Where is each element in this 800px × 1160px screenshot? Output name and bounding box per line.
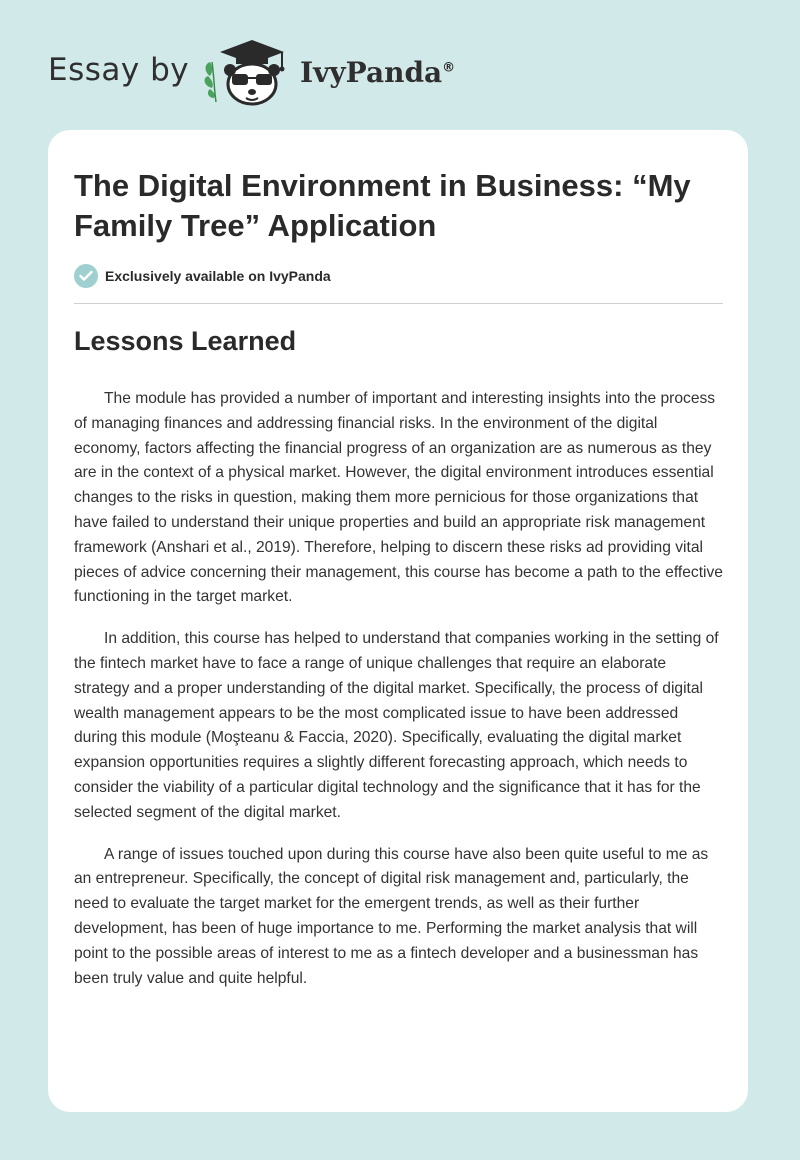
panda-graduate-icon — [200, 36, 296, 108]
page-title: The Digital Environment in Business: “My Family Tree” Application — [74, 168, 691, 243]
ivy-leaf-icon — [205, 62, 216, 102]
essay-card — [48, 130, 748, 1112]
brand-text: IvyPanda — [300, 56, 443, 89]
paragraph-1: The module has provided a number of important and interesting insights into the process of managing finances and addressing financial risks. In the environment of the digital economy, factors affecting the financial progress of an organization are as numerous as they are in the context of a physical market. However, the digital environment introduces essential changes to the risks in question, making them more pernicious for those organizations that have failed to understand their unique properties and build an appropriate risk management framework (Anshari et al., 2019). Therefore, helping to discern these risks ad providing vital pieces of advice concerning their management, this course has become a path to the effective functioning in the target market. — [74, 390, 723, 606]
essay-by-label: Essay by — [48, 52, 190, 88]
paragraph-2: In addition, this course has helped to understand that companies working in the setting of the fintech market have to face a range of unique challenges that require an elaborate strategy and a proper understanding of the digital market. Specifically, the process of digital wealth management appears to be the most complicated issue to have been addressed during this module (Moşteanu & Faccia, 2020). Specifically, evaluating the digital market expansion opportunities requires a slightly different forecasting approach, which needs to consider the viability of a particular digital technology and the significance that it has for the selected segment of the digital market. — [74, 630, 719, 821]
article-body — [74, 387, 724, 1008]
exclusive-badge — [74, 264, 331, 288]
registered-mark: ® — [442, 60, 456, 76]
brand-name — [300, 56, 455, 89]
paragraph-3: A range of issues touched upon during this course have also been quite useful to me as an entrepreneur. Specifically, the concept of digital risk management and, particularly, the need to evaluate the target market for the emergent trends, as well as their further development, has been of huge importance to me. Performing the market analysis that will point to the possible areas of interest to me as a fintech developer and a businessman has been truly value and quite helpful. — [74, 845, 709, 987]
check-icon — [74, 264, 98, 288]
badge-text: Exclusively available on IvyPanda — [105, 268, 331, 284]
section-heading: Lessons Learned — [74, 326, 297, 356]
divider — [74, 303, 723, 304]
site-header — [0, 0, 800, 130]
